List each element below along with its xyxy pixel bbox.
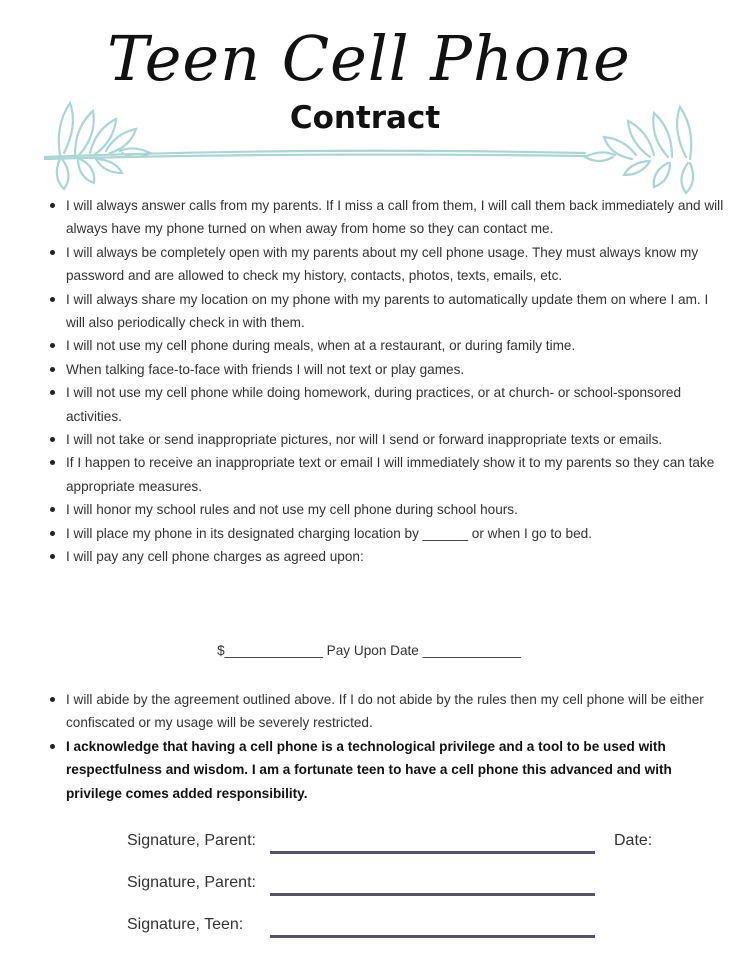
rules-list-bottom	[44, 688, 724, 805]
page-title: Teen Cell Phone	[107, 22, 631, 95]
signature-row-teen	[127, 916, 707, 958]
list-item: I will honor my school rules and not use my cell phone during school hours.	[44, 498, 724, 521]
signature-section	[127, 832, 707, 958]
signature-label: Signature, Parent:	[127, 832, 256, 849]
acknowledgement-item: I acknowledge that having a cell phone is a technological privilege and a tool to be used with respectfulness and wisdom. I am a fortunate teen to have a cell phone this advanced and with privilege comes added responsibility.	[44, 735, 724, 805]
list-item: I will abide by the agreement outlined above. If I do not abide by the rules then my cell phone will be either confiscated or my usage will be severely restricted.	[44, 688, 724, 735]
date-label: Date:	[614, 832, 653, 849]
rules-list-top	[44, 194, 724, 569]
list-item: I will place my phone in its designated charging location by ______ or when I go to bed.	[44, 522, 724, 545]
signature-label: Signature, Parent:	[127, 874, 256, 891]
signature-line	[270, 893, 595, 896]
list-item: I will always share my location on my phone with my parents to automatically update them on where I am. I will also periodically check in with them.	[44, 288, 724, 335]
signature-line	[270, 935, 595, 938]
signature-line	[270, 851, 595, 854]
list-item: When talking face-to-face with friends I will not text or play games.	[44, 358, 724, 381]
signature-label: Signature, Teen:	[127, 916, 244, 933]
header	[0, 0, 738, 195]
list-item: I will not take or send inappropriate pictures, nor will I send or forward inappropriate texts or emails.	[44, 428, 724, 451]
list-item: If I happen to receive an inappropriate text or email I will immediately show it to my parents so they can take appropriate measures.	[44, 451, 724, 498]
list-item: I will always be completely open with my parents about my cell phone usage. They must always know my password and are allowed to check my history, contacts, photos, texts, emails, etc.	[44, 241, 724, 288]
page-subtitle: Contract	[289, 100, 441, 136]
list-item: I will always answer calls from my parents. If I miss a call from them, I will call them back immediately and will always have my phone turned on when away from home so they can contact me.	[44, 194, 724, 241]
list-item: I will not use my cell phone while doing homework, during practices, or at church- or school-sponsored activities.	[44, 381, 724, 428]
signature-row-parent-1	[127, 832, 707, 874]
list-item: I will pay any cell phone charges as agreed upon:	[44, 545, 724, 568]
payment-line: $_____________ Pay Upon Date _____________	[217, 643, 521, 658]
signature-row-parent-2	[127, 874, 707, 916]
list-item: I will not use my cell phone during meals, when at a restaurant, or during family time.	[44, 334, 724, 357]
